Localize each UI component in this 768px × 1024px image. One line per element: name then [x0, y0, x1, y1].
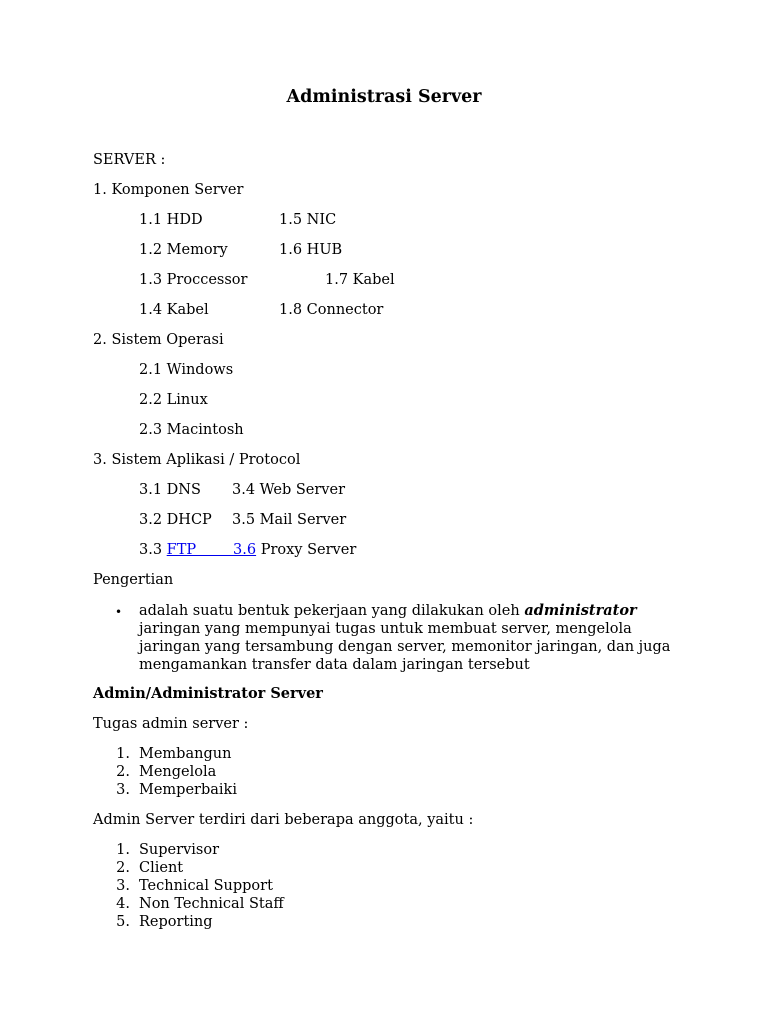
- pengertian-paragraph: [139, 602, 679, 674]
- komponen-item: 1.6 HUB: [279, 242, 343, 258]
- pengertian-heading: Pengertian: [93, 572, 174, 588]
- komponen-item: 1.1 HDD: [139, 212, 203, 228]
- komponen-item: 1.2 Memory: [139, 242, 228, 258]
- aplikasi-suffix: Proxy Server: [256, 542, 357, 558]
- tugas-item: Mengelola: [139, 764, 217, 780]
- aplikasi-item: 3.4 Web Server: [232, 482, 346, 498]
- section-komponen-heading: 1. Komponen Server: [93, 182, 244, 198]
- anggota-label: Admin Server terdiri dari beberapa anggota, yaitu :: [93, 812, 474, 828]
- aplikasi-item: 3.5 Mail Server: [232, 512, 347, 528]
- ftp-link[interactable]: FTP 3.6: [166, 542, 257, 558]
- komponen-item: 1.3 Proccessor: [139, 272, 248, 288]
- pengertian-emphasis: administrator: [524, 602, 637, 619]
- tugas-item: Membangun: [139, 746, 232, 762]
- list-number: 1.: [116, 842, 130, 858]
- komponen-item: 1.4 Kabel: [139, 302, 209, 318]
- komponen-item: 1.7 Kabel: [325, 272, 395, 288]
- admin-heading: Admin/Administrator Server: [93, 685, 323, 702]
- anggota-item: Technical Support: [139, 878, 273, 894]
- tugas-label: Tugas admin server :: [93, 716, 249, 732]
- server-heading: SERVER :: [93, 152, 166, 168]
- anggota-item: Non Technical Staff: [139, 896, 284, 912]
- bullet-icon: •: [115, 605, 123, 619]
- pengertian-text-before: adalah suatu bentuk pekerjaan yang dilakukan oleh: [139, 603, 525, 619]
- list-number: 3.: [116, 782, 130, 798]
- komponen-item: 1.8 Connector: [279, 302, 384, 318]
- aplikasi-item: 3.1 DNS: [139, 482, 201, 498]
- aplikasi-item-ftp-row: [139, 541, 356, 559]
- sistem-operasi-item: 2.2 Linux: [139, 392, 208, 408]
- section-aplikasi-heading: 3. Sistem Aplikasi / Protocol: [93, 452, 301, 468]
- list-number: 2.: [116, 860, 130, 876]
- list-number: 5.: [116, 914, 130, 930]
- list-number: 3.: [116, 878, 130, 894]
- sistem-operasi-item: 2.1 Windows: [139, 362, 234, 378]
- list-number: 2.: [116, 764, 130, 780]
- section-sistem-operasi-heading: 2. Sistem Operasi: [93, 332, 224, 348]
- pengertian-text-after: jaringan yang mempunyai tugas untuk membuat server, mengelola jaringan yang tersambung dengan server, memonitor jaringan, dan juga mengamankan transfer data dalam jaringan tersebut: [139, 621, 671, 673]
- anggota-item: Client: [139, 860, 184, 876]
- aplikasi-prefix: 3.3: [139, 542, 167, 558]
- anggota-item: Reporting: [139, 914, 213, 930]
- komponen-item: 1.5 NIC: [279, 212, 337, 228]
- anggota-item: Supervisor: [139, 842, 219, 858]
- page-title: Administrasi Server: [286, 87, 482, 107]
- list-number: 1.: [116, 746, 130, 762]
- aplikasi-item: 3.2 DHCP: [139, 512, 212, 528]
- list-number: 4.: [116, 896, 130, 912]
- sistem-operasi-item: 2.3 Macintosh: [139, 422, 244, 438]
- tugas-item: Memperbaiki: [139, 782, 237, 798]
